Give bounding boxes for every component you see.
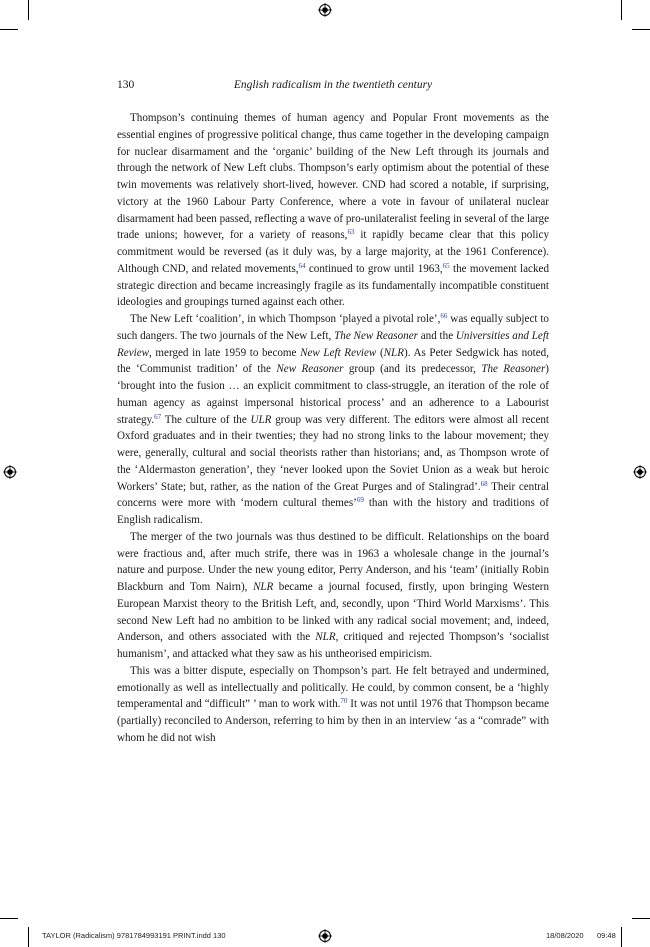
italic-text: New Reasoner xyxy=(276,363,344,376)
text-run: continued to grow until 1963, xyxy=(305,262,443,275)
file-slug: TAYLOR (Radicalism) 9781784993191 PRINT.indd 130 xyxy=(42,931,226,940)
crop-mark xyxy=(632,918,650,919)
registration-mark-icon xyxy=(318,3,332,17)
text-run: The New Left ‘coalition’, in which Thompson ‘played a pivotal role’, xyxy=(130,313,441,325)
registration-mark-icon xyxy=(633,465,647,479)
text-run: it rapidly became clear that this policy commitment would be reversed (as it duly was, by a large majority, at the 1961 Conference). Although CND, and related movements, xyxy=(117,229,549,275)
text-run: ) ‘brought into the fusion … an explicit commitment to class-struggle, an iteration of the role of human agency as against impersonal historical process’ and an adherence to a Labourist strategy. xyxy=(117,363,549,426)
footnote-ref[interactable]: 63 xyxy=(347,228,355,237)
text-run: Their central concerns were more with ‘modern cultural themes’ xyxy=(117,480,549,510)
text-run: ). As Peter Sedgwick has noted, the ‘Communist tradition’ of the xyxy=(117,346,549,376)
text-run: and the xyxy=(417,329,456,342)
footnote-ref[interactable]: 67 xyxy=(154,412,162,421)
text-run: The culture of the xyxy=(161,413,251,426)
text-run: The merger of the two journals was thus destined to be difficult. Relationships on the board were fractious and, after much strife, there was in 1963 a wholesale change in the journal’s nature and purpose. Under the new young editor, Perry Anderson, and his ‘team’ (initially Robin Blackburn and Tom Nairn), xyxy=(117,530,549,593)
text-run: , critiqued and rejected Thompson’s ‘socialist humanism’, and attacked what they saw as his untheorised empiricism. xyxy=(117,631,549,660)
footnote-ref[interactable]: 66 xyxy=(440,312,448,320)
italic-text: New Left Review xyxy=(300,346,377,359)
text-run: group (and its predecessor, xyxy=(343,363,482,376)
registration-mark-icon xyxy=(3,465,17,479)
text-run: ( xyxy=(376,346,384,359)
crop-mark xyxy=(632,29,650,30)
paragraph xyxy=(117,311,549,529)
crop-mark xyxy=(621,0,622,20)
paragraph xyxy=(117,110,549,311)
footnote-ref[interactable]: 69 xyxy=(356,496,364,505)
footnote-ref[interactable]: 68 xyxy=(480,479,488,488)
crop-mark xyxy=(28,927,29,947)
text-run: , merged in late 1959 to become xyxy=(149,346,301,359)
italic-text: ULR xyxy=(250,413,272,426)
text-run: was equally subject to such dangers. The two journals of the New Left, xyxy=(117,313,549,342)
running-head xyxy=(117,79,549,95)
italic-text: The Reasoner xyxy=(481,363,546,376)
print-date: 18/08/2020 xyxy=(546,931,584,940)
italic-text: NLR xyxy=(383,346,404,359)
body-text xyxy=(117,110,549,747)
print-time: 09:48 xyxy=(597,931,616,940)
crop-mark xyxy=(0,918,18,919)
paragraph xyxy=(117,529,549,663)
text-run: Thompson’s continuing themes of human agency and Popular Front movements as the essential engines of progressive political change, thus came together in the developing campaign for nuclear disarmament and the ‘organic’ building of the New Left through its journals and through the network of New Left clubs. Thompson’s early optimism about the potential of these twin movements was relatively short-lived, however. CND had scored a notable, if surprising, victory at the 1960 Labour Party Conference, where a vote in favour of unilateral nuclear disarmament had been passed, reflecting a wave of pro-unilateralist feeling in several of the large trade unions; however, for a variety of reasons, xyxy=(117,112,549,242)
text-run: became a journal focused, firstly, upon bringing Western European Marxist theory to the British Left, and, secondly, upon ‘Third World Marxisms’. This second New Left had no ambition to be linked with any radical social movement; and, indeed, Anderson, and others associated with the xyxy=(117,581,549,644)
footnote-ref[interactable]: 70 xyxy=(340,697,348,706)
text-run: It was not until 1976 that Thompson became (partially) reconciled to Anderson, referring to him by then in an interview ‘as a “comrade” with whom he did not wish xyxy=(117,698,550,744)
footnote-ref[interactable]: 64 xyxy=(298,261,306,270)
text-run: the movement lacked strategic direction and became increasingly fragile as its fundamentally incompatible constituent ideologies and groupings turned against each other. xyxy=(117,262,549,309)
crop-mark xyxy=(621,927,622,947)
italic-text: NLR xyxy=(315,631,336,644)
italic-text: The New Reasoner xyxy=(334,329,418,342)
paragraph xyxy=(117,663,549,747)
crop-mark xyxy=(28,0,29,20)
crop-mark xyxy=(0,29,18,30)
registration-mark-icon xyxy=(318,929,332,943)
italic-text: NLR xyxy=(252,581,274,593)
text-run: This was a bitter dispute, especially on Thompson’s part. He felt betrayed and undermined, emotionally as well as intellectually and politically. He could, by common consent, be a ‘highly temperamental and “difficult” ’ man to work with. xyxy=(117,664,549,711)
italic-text: Universities and Left Review xyxy=(117,329,549,359)
page-number: 130 xyxy=(117,79,135,91)
footnote-ref[interactable]: 65 xyxy=(442,261,450,270)
text-run: than with the history and traditions of English radicalism. xyxy=(117,497,549,526)
running-title: English radicalism in the twentieth century xyxy=(233,79,433,91)
text-run: group was very different. The editors were almost all recent Oxford graduates and in their twenties; they had no strong links to the labour movement; they were, generally, cultural and social theorists rather than historians; and, as Thompson wrote of the ‘Aldermaston generation’, they ‘never looked upon the Soviet Union as a weak but heroic Workers’ State; but, rather, as the nation of the Great Purges and of Stalingrad’. xyxy=(117,413,549,493)
